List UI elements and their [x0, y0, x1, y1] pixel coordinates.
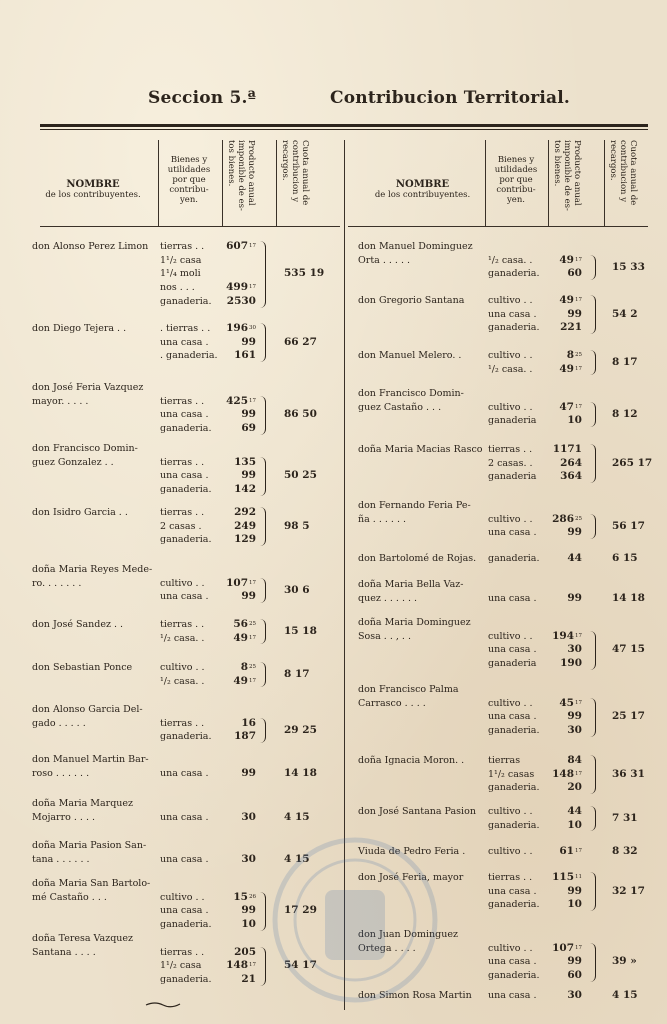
annual-quota: 98 5 [284, 519, 310, 532]
taxable-product-value: $107^{17}$ [552, 941, 582, 954]
contributor-name: don Manuel Dominguez [358, 241, 473, 252]
taxable-product-value: 10 [241, 918, 256, 931]
taxable-product-value: 99 [567, 710, 582, 723]
brace-mark [590, 350, 596, 375]
taxable-product-value: $56^{25}$ [233, 618, 256, 630]
taxable-product-value: 161 [234, 349, 256, 362]
property-type: cultivo . . [488, 350, 533, 361]
taxable-product-value: 44 [567, 552, 582, 564]
property-type: cultivo . . [488, 513, 533, 525]
contributor-name: don Diego Tejera . . [32, 323, 127, 334]
contributor-name: don Juan Dominguez [358, 929, 458, 940]
left-col-divider-3 [276, 140, 277, 226]
property-type: cultivo . . [160, 891, 205, 903]
tail-mark [145, 1000, 181, 1008]
annual-quota: 8 17 [612, 355, 638, 368]
left-quota-header: Cuota anual de contribucion y recargos. [280, 140, 310, 206]
brace-mark [260, 507, 266, 546]
property-type: ganaderia. [488, 899, 540, 911]
contributor-name: don Francisco Domin- [358, 388, 464, 399]
annual-quota: 32 17 [612, 884, 645, 897]
contributor-name: don Alonso Perez Limon [32, 241, 149, 252]
contributor-name: don Francisco Palma [358, 684, 459, 695]
property-type: ganaderia. [160, 974, 212, 986]
property-type: ganaderia. [488, 970, 540, 982]
contributor-entry [32, 563, 332, 604]
contributor-entry [358, 349, 660, 376]
header-rule-thin [40, 129, 648, 130]
taxable-product-value: 16 [241, 716, 256, 729]
property-type: tierras . . [488, 444, 533, 455]
contributor-name: doña Maria San Bartolo- [32, 878, 151, 889]
taxable-product-value: 135 [234, 455, 256, 468]
taxable-product-value: 187 [234, 730, 256, 743]
taxable-product-value: $49^{17}$ [233, 631, 256, 644]
contributor-entry [32, 506, 332, 547]
property-type: ganaderia [488, 471, 537, 483]
property-type: nos . . . [160, 282, 195, 294]
property-type: cultivo . . [160, 662, 205, 673]
contributor-name: doña Maria Reyes Mede- [32, 564, 153, 575]
property-type: una casa . [160, 811, 209, 823]
taxable-product-value: 2530 [226, 294, 256, 307]
property-type: 1¹/₂ casa [160, 960, 202, 972]
taxable-product-value: $49^{17}$ [559, 253, 582, 266]
right-col-divider-3 [604, 140, 605, 226]
annual-quota: 15 18 [284, 624, 317, 637]
annual-quota: 8 17 [284, 667, 310, 680]
contributor-entry [358, 499, 660, 540]
property-type: tierras . . [160, 507, 205, 518]
left-col-divider-1 [158, 140, 159, 226]
contributor-name: don Gregorio Santana [358, 295, 465, 306]
taxable-product-value: $286^{25}$ [552, 512, 582, 525]
annual-quota: 54 17 [284, 959, 317, 972]
property-type: ganaderia. [488, 725, 540, 737]
taxable-product-value: $115^{11}$ [552, 871, 582, 883]
left-goods-header: Bienes y utilidades por que contribu- yen. [167, 155, 211, 205]
annual-quota: 14 18 [612, 591, 645, 604]
taxable-product-value: 84 [567, 754, 582, 766]
contributor-name: don Isidro Garcia . . [32, 507, 128, 518]
taxable-product-value: 99 [241, 408, 256, 421]
taxable-product-value: 69 [241, 422, 256, 435]
right-col-divider-2 [548, 140, 549, 226]
contributor-name: Mojarro . . . . [32, 811, 96, 823]
property-type: ganaderia. [160, 534, 212, 546]
taxable-product-value: $45^{17}$ [559, 696, 582, 709]
property-type: tierras . . [160, 241, 205, 252]
property-type: tierras . . [160, 456, 205, 468]
property-type: una casa . [160, 905, 209, 917]
property-type: una casa . [488, 308, 537, 320]
annual-quota: 265 17 [612, 456, 653, 469]
taxable-product-value: 129 [234, 533, 256, 546]
annual-quota: 54 2 [612, 307, 638, 320]
taxable-product-value: $61^{17}$ [559, 845, 582, 857]
annual-quota: 56 17 [612, 519, 645, 532]
property-type: ganaderia. [160, 731, 212, 743]
property-type: ganaderia. [488, 322, 540, 334]
contributor-entry [358, 387, 660, 428]
contributor-entry [358, 443, 660, 484]
annual-quota: 36 31 [612, 767, 645, 780]
taxable-product-value: 10 [567, 414, 582, 427]
taxable-product-value: $425^{17}$ [226, 394, 256, 407]
contributor-name: doña Ignacia Moron. . [358, 755, 465, 766]
property-type: ganaderia. [160, 423, 212, 435]
brace-mark [590, 514, 596, 539]
taxable-product-value: 99 [567, 884, 582, 897]
brace-mark [260, 241, 266, 308]
contributor-name: ña . . . . . . [358, 513, 407, 525]
contributor-name: Santana . . . . [32, 946, 96, 958]
annual-quota: 7 31 [612, 811, 638, 824]
taxable-product-value: 20 [567, 781, 582, 794]
right-goods-header: Bienes y utilidades por que contribu- yen. [494, 155, 538, 205]
property-type: 1¹/₂ casas [488, 768, 535, 780]
contributor-name: tana . . . . . . [32, 853, 90, 865]
property-type: ganaderia. [160, 919, 212, 931]
taxable-product-value: 292 [234, 506, 256, 518]
contributor-entry [32, 381, 332, 436]
contributor-name: roso . . . . . . [32, 767, 90, 779]
brace-mark [590, 255, 596, 280]
annual-quota: 4 15 [612, 989, 638, 1001]
contributor-name: don Francisco Domin- [32, 443, 138, 454]
property-type: una casa . [488, 990, 537, 1001]
taxable-product-value: 190 [560, 657, 582, 670]
annual-quota: 30 6 [284, 583, 310, 596]
contributor-name: doña Maria Macias Rasco [358, 444, 483, 455]
contributor-entry [358, 552, 660, 566]
taxable-product-value: $49^{17}$ [559, 362, 582, 375]
taxable-product-value: 44 [567, 805, 582, 817]
contributor-entry [358, 683, 660, 738]
property-type: una casa . [160, 591, 209, 603]
contributor-name: mé Castaño . . . [32, 891, 107, 903]
brace-mark [260, 578, 266, 603]
property-type: tierras . . [160, 619, 205, 630]
property-type: ganaderia. [488, 819, 540, 831]
brace-mark [590, 806, 596, 831]
property-type: una casa . [488, 644, 537, 656]
annual-quota: 29 25 [284, 723, 317, 736]
annual-quota: 15 33 [612, 260, 645, 273]
brace-mark [590, 402, 596, 427]
annual-quota: 8 32 [612, 845, 638, 857]
contributor-name: don Simon Rosa Martin [358, 990, 472, 1001]
property-type: cultivo . . [488, 806, 533, 817]
taxable-product-value: $499^{17}$ [226, 281, 256, 294]
property-type: una casa . [488, 956, 537, 968]
property-type: ganaderia [488, 415, 537, 427]
property-type: una casa . [488, 711, 537, 723]
taxable-product-value: 249 [234, 519, 256, 532]
property-type: ganaderia. [488, 268, 540, 280]
taxable-product-value: $194^{17}$ [552, 629, 582, 642]
taxable-product-value: 99 [567, 591, 582, 604]
annual-quota: 8 12 [612, 407, 638, 420]
section-heading: Seccion 5.ª [148, 88, 257, 108]
brace-mark [260, 396, 266, 435]
taxable-product-value: 60 [567, 267, 582, 280]
right-quota-header: Cuota anual de contribucion y recargos. [608, 140, 638, 206]
contributor-entry [32, 240, 332, 309]
property-type: cultivo . . [160, 577, 205, 589]
header-rule-thick [40, 124, 648, 127]
brace-mark [260, 619, 266, 644]
property-type: ganaderia [488, 658, 537, 670]
left-col-divider-2 [222, 140, 223, 226]
property-type: ganaderia. [488, 782, 540, 794]
taxable-product-value: 99 [241, 904, 256, 917]
contributor-entry [358, 578, 660, 605]
property-type: ganaderia. [488, 553, 540, 564]
taxable-product-value: 99 [567, 307, 582, 320]
annual-quota: 14 18 [284, 766, 317, 779]
contributor-name: guez Gonzalez . . [32, 456, 114, 468]
contributor-entry [358, 240, 660, 281]
contributor-name: guez Castaño . . . [358, 401, 442, 413]
taxable-product-value: 364 [560, 470, 582, 483]
brace-mark [590, 631, 596, 670]
property-type: 1¹/₂ casa [160, 254, 202, 266]
annual-quota: 39 » [612, 955, 637, 968]
taxable-product-value: 30 [241, 810, 256, 823]
property-type: una casa . [488, 592, 537, 604]
left-name-header: NOMBRE de los contribuyentes. [45, 179, 141, 200]
contributor-name: doña Maria Dominguez [358, 617, 471, 628]
contributor-name: Orta . . . . . [358, 254, 411, 266]
property-type: ganaderia. [160, 295, 212, 307]
contributor-name: doña Teresa Vazquez [32, 933, 134, 944]
property-type: 2 casas . [160, 520, 202, 532]
contributor-name: Ortega . . . . [358, 942, 416, 954]
annual-quota: 4 15 [284, 810, 310, 823]
taxable-product-value: 221 [560, 321, 582, 334]
property-type: 1¹/₄ moli [160, 268, 201, 280]
property-type: tierras . . [160, 717, 205, 729]
annual-quota: 25 17 [612, 710, 645, 723]
contributor-entry [32, 703, 332, 744]
brace-mark [590, 295, 596, 334]
annual-quota: 66 27 [284, 335, 317, 348]
brace-mark [590, 444, 596, 483]
taxable-product-value: 10 [567, 818, 582, 831]
property-type: una casa . [160, 336, 209, 348]
taxable-product-value: $49^{17}$ [559, 294, 582, 306]
contributor-name: don Manuel Martin Bar- [32, 754, 149, 765]
annual-quota: 6 15 [612, 552, 638, 564]
taxable-product-value: 99 [567, 526, 582, 539]
annual-quota: 47 15 [612, 643, 645, 656]
property-type: cultivo . . [488, 697, 533, 709]
contributor-entry [358, 294, 660, 335]
brace-mark [590, 755, 596, 794]
annual-quota: 50 25 [284, 469, 317, 482]
contributor-name: don José Santana Pasion [358, 806, 476, 817]
property-type: . tierras . . [160, 323, 211, 334]
taxable-product-value: $148^{17}$ [226, 959, 256, 972]
archive-stamp-watermark [255, 820, 455, 1020]
contributor-name: doña Maria Pasion San- [32, 840, 147, 851]
left-header-underline [40, 226, 340, 227]
left-product-header: Producto anual imponible de es- tos bienes. [226, 140, 256, 211]
taxable-product-value: $49^{17}$ [233, 674, 256, 687]
taxable-product-value: 99 [241, 335, 256, 348]
property-type: cultivo . . [488, 942, 533, 954]
right-name-header: NOMBRE de los contribuyentes. [374, 179, 471, 200]
taxable-product-value: $107^{17}$ [226, 576, 256, 589]
brace-mark [590, 943, 596, 982]
contributor-entry [358, 754, 660, 795]
contributor-name: gado . . . . . [32, 717, 86, 729]
taxable-product-value: 142 [234, 483, 256, 496]
taxable-product-value: 30 [567, 724, 582, 737]
right-product-header: Producto anual imponible de es- tos bienes. [552, 140, 582, 211]
taxable-product-value: 30 [241, 852, 256, 865]
taxable-product-value: 30 [567, 643, 582, 656]
annual-quota: 4 15 [284, 852, 310, 865]
property-type: una casa . [160, 409, 209, 421]
taxable-product-value: 1171 [552, 443, 582, 455]
property-type: ganaderia. [160, 484, 212, 496]
taxable-product-value: 30 [567, 989, 582, 1001]
property-type: una casa . [160, 853, 209, 865]
contributor-entry [32, 661, 332, 688]
contributor-name: doña Maria Marquez [32, 798, 134, 809]
property-type: cultivo . . [488, 846, 533, 857]
brace-mark [260, 662, 266, 687]
property-type: tierras . . [488, 872, 533, 883]
contributor-name: don José Feria Vazquez [32, 382, 144, 393]
contributor-name: mayor. . . . . [32, 395, 89, 407]
brace-mark [260, 457, 266, 496]
property-type: tierras . . [160, 395, 205, 407]
taxable-product-value: 99 [567, 955, 582, 968]
contributor-entry [32, 442, 332, 497]
contributor-entry [32, 753, 332, 780]
brace-mark [260, 718, 266, 743]
contributor-entry [32, 618, 332, 645]
brace-mark [260, 323, 266, 362]
right-col-divider-1 [485, 140, 486, 226]
contributor-name: Carrasco . . . . [358, 697, 426, 709]
contributor-name: doña Maria Bella Vaz- [358, 579, 464, 590]
property-type: ¹/₂ casa. . [488, 363, 533, 375]
taxable-product-value: $8^{25}$ [566, 349, 582, 361]
annual-quota: 86 50 [284, 408, 317, 421]
taxable-product-value: $8^{25}$ [240, 661, 256, 673]
taxable-product-value: $15^{26}$ [233, 890, 256, 903]
taxable-product-value: 10 [567, 898, 582, 911]
taxable-product-value: $607^{17}$ [226, 240, 256, 252]
taxable-product-value: 21 [241, 973, 256, 986]
annual-quota: 17 29 [284, 904, 317, 917]
taxable-product-value: 99 [241, 766, 256, 779]
taxable-product-value: 99 [241, 469, 256, 482]
page-title: Contribucion Territorial. [330, 88, 571, 108]
property-type: una casa . [160, 470, 209, 482]
contributor-name: don Bartolomé de Rojas. [358, 553, 477, 564]
contributor-name: Sosa . . , . . [358, 630, 411, 642]
taxable-product-value: $148^{17}$ [552, 767, 582, 780]
brace-mark [590, 698, 596, 737]
contributor-name: Viuda de Pedro Feria . [358, 846, 466, 857]
property-type: cultivo . . [488, 401, 533, 413]
taxable-product-value: $47^{17}$ [559, 400, 582, 413]
property-type: una casa . [160, 767, 209, 779]
contributor-name: don Manuel Melero. . [358, 350, 462, 361]
contributor-name: don José Sandez . . [32, 619, 124, 630]
contributor-name: quez . . . . . . [358, 592, 418, 604]
contributor-entry [358, 616, 660, 671]
taxable-product-value: 205 [234, 945, 256, 958]
contributor-name: don Fernando Feria Pe- [358, 500, 471, 511]
property-type: cultivo . . [488, 295, 533, 306]
brace-mark [590, 872, 596, 911]
contributor-name: ro. . . . . . . [32, 577, 82, 589]
taxable-product-value: $196^{30}$ [226, 322, 256, 334]
annual-quota: 535 19 [284, 267, 325, 280]
taxable-product-value: 60 [567, 969, 582, 982]
property-type: tierras . . [160, 946, 205, 958]
contributor-name: don Alonso Garcia Del- [32, 704, 143, 715]
property-type: una casa . [488, 527, 537, 539]
right-header-underline [348, 226, 648, 227]
property-type: . ganaderia. [160, 350, 218, 362]
property-type: cultivo . . [488, 630, 533, 642]
property-type: ¹/₂ casa. . [488, 254, 533, 266]
contributor-name: don José Feria, mayor [358, 872, 464, 883]
contributor-entry [32, 322, 332, 363]
taxable-product-value: 99 [241, 590, 256, 603]
property-type: ¹/₂ casa. . [160, 632, 205, 644]
contributor-name: don Sebastian Ponce [32, 662, 133, 673]
property-type: una casa . [488, 885, 537, 897]
taxable-product-value: 264 [560, 456, 582, 469]
property-type: tierras [488, 755, 521, 766]
property-type: ¹/₂ casa. . [160, 675, 205, 687]
property-type: 2 casas. . [488, 457, 533, 469]
